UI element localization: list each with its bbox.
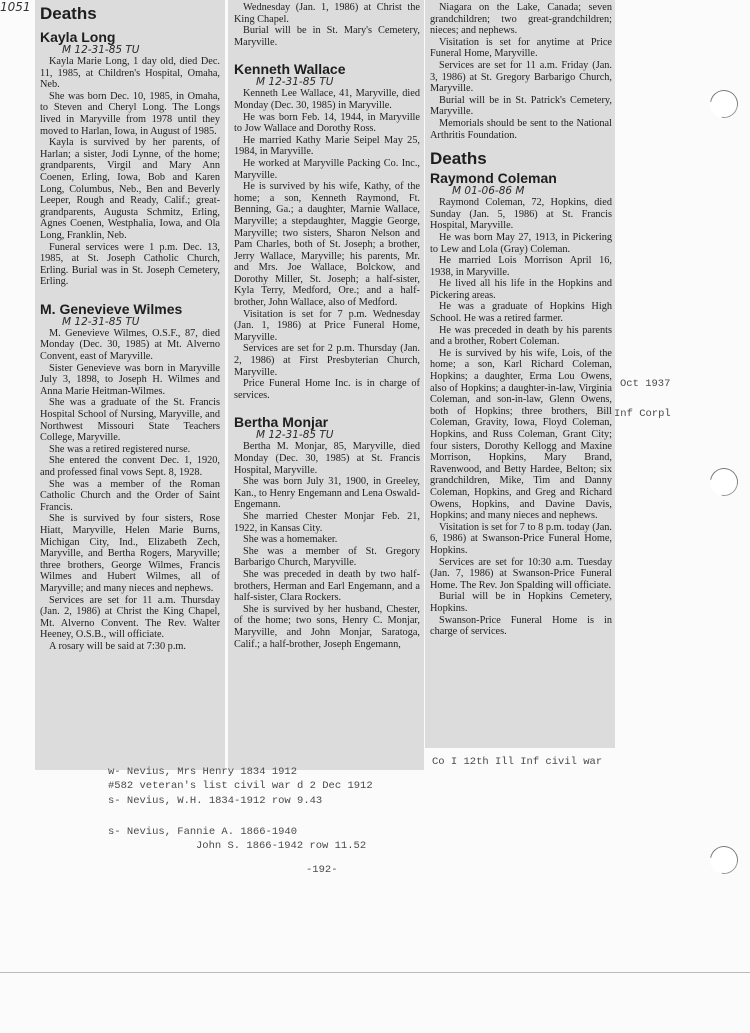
paragraph: Burial will be in Hopkins Cemetery, Hopkins. [430,591,612,614]
paragraph: She married Chester Monjar Feb. 21, 1922, in Kansas City. [234,510,420,534]
paragraph: Services are set for 11 a.m. Thursday (Jan. 2, 1986) at Christ the King Chapel, Mt. Alverno Convent. The Rev. Walter Heeney, O.S.B., will officiate. [40,594,220,641]
paragraph: He is survived by his wife, Lois, of the home; a son, Karl Richard Coleman, Hopkins; a daughter, Erma Lou Owens, also of Hopkins; a daughter-in-law, Virginia Coleman, and son-in-law, Glenn Owens, both of Hopkins; three brothers, Bill Coleman, Gravity, Iowa, Floyd Coleman, Hopkins, and Russ Coleman, Grant City; four sisters, Dorothy Kellogg and Maxine Morrison, Hopkins, Mary Brand, Ravenwood, and Betty Hardee, Belton; six grandchildren, Mike, Tim and Danny Coleman, Hopkins, and Greg and Richard Owens, Hopkins, and Davine Davis, Hopkins; and many nieces and nephews. [430,347,612,522]
paragraph: Visitation is set for 7 to 8 p.m. today (Jan. 6, 1986) at Swanson-Price Funeral Home, Hopkins. [430,521,612,556]
paragraph: Sister Genevieve was born in Maryville July 3, 1898, to Joseph H. Wilmes and Anna Marie Heitman-Wilmes. [40,362,220,397]
obituary-name-genevieve: M. Genevieve Wilmes [40,300,183,317]
paragraph: Kenneth Lee Wallace, 41, Maryville, died Monday (Dec. 30, 1985) in Maryville. [234,88,420,111]
typed-note-right-2: Inf Corpl [614,408,671,420]
obituary-name-raymond: Raymond Coleman [430,170,557,187]
paragraph: Bertha M. Monjar, 85, Maryville, died Monday (Dec. 30, 1985) at St. Francis Hospital, Maryville. [234,441,420,476]
handwritten-date: M 12-31-85 TU [62,44,140,56]
paragraph: She was born Dec. 10, 1985, in Omaha, to Steven and Cheryl Long. The Longs lived in Maryville from 1978 until they moved to Harlan, Iowa, in August of 1985. [40,90,220,137]
obituary-name-bertha: Bertha Monjar [234,414,329,431]
binder-hole [705,463,744,502]
page-edge [0,972,750,973]
paragraph: Wednesday (Jan. 1, 1986) at Christ the King Chapel. [234,2,420,25]
column-3 [430,2,612,638]
paragraph: Burial will be in St. Patrick's Cemetery, Maryville. [430,94,612,118]
paragraph: Kayla is survived by her parents, of Harlan; a sister, Jodi Lynne, of the home; grandparents, Virgil and Mary Ann Coenen, Erling, Iowa, Bob and Karen Long, Columbus, Neb., Ben and Beverly Leeper, Rough and Ready, Calif.; great-grandparents, Augusta Schmitz, Erling, Agnes Coenen, Westphalia, Iowa, and Ola Long, Franklin, Neb. [40,137,220,241]
paragraph: He lived all his life in the Hopkins and Pickering areas. [430,278,612,301]
paragraph: She was a homemaker. [243,534,338,546]
paragraph: Swanson-Price Funeral Home is in charge of services. [430,614,612,638]
typed-note-line-3: s- Nevius, W.H. 1834-1912 row 9.43 [108,795,323,807]
paragraph: She was a graduate of the St. Francis Hospital School of Nursing, Maryville, and Northwest Missouri State Teachers College, Maryville. [40,397,220,444]
typed-note-line-1: w- Nevius, Mrs Henry 1834 1912 [108,766,298,778]
paragraph: She entered the convent Dec. 1, 1920, and professed final vows Sept. 8, 1928. [40,455,220,478]
paragraph: Niagara on the Lake, Canada; seven grandchildren; two great-grandchildren; nieces; and nephews. [430,2,612,37]
typed-note-line-1b: Co I 12th Ill Inf civil war [432,756,603,768]
paragraph: She is survived by her husband, Chester, of the home; two sons, Henry C. Monjar, Maryville, and John Monjar, Saratoga, Calif.; a half-brother, Joseph Engemann, [234,603,420,650]
paragraph: Kayla Marie Long, 1 day old, died Dec. 11, 1985, at Children's Hospital, Omaha, Neb. [40,56,220,91]
paragraph: He married Lois Morrison April 16, 1938, in Maryville. [430,255,612,278]
obituary-name-kayla: Kayla Long [40,29,116,45]
paragraph: Price Funeral Home Inc. is in charge of services. [234,378,420,401]
obituary-body-genevieve [40,328,220,653]
paragraph: Services are set for 11 a.m. Friday (Jan. 3, 1986) at St. Gregory Barbarigo Church, Maryville. [430,59,612,95]
column-2 [234,2,420,650]
paragraph: Visitation is set for anytime at Price Funeral Home, Maryville. [430,36,612,60]
paragraph: Burial will be in St. Mary's Cemetery, Maryville. [234,25,420,48]
handwritten-date: M 12-31-85 TU [256,76,334,89]
paragraph: She was born July 31, 1900, in Greeley, Kan., to Henry Engemann and Lena Oswald-Engemann. [234,476,420,511]
paragraph: He was born Feb. 14, 1944, in Maryville to Jow Wallace and Dorothy Ross. [234,111,420,135]
page-number-mark: 1051 [0,0,31,14]
paragraph: She was preceded in death by two half-brothers, Herman and Earl Engemann, and a half-sister, Clara Rockers. [234,568,420,604]
handwritten-date: M 01-06-86 M [452,185,525,198]
handwritten-date: M 12-31-85 TU [62,315,140,328]
handwritten-date: M 12-31-85 TU [256,429,334,442]
paragraph: He is survived by his wife, Kathy, of the home; a son, Kenneth Raymond, Ft. Benning, Ga.; a daughter, Marnie Wallace, Maryville; a stepdaughter, Maggie George, Maryville; two sisters, Sharon Nelson and Pam Charles, both of St. Joseph; a brother, Jerry Wallace, Maryville; his parents, Mr. and Mrs. Joe Wallace, Bolckow, and Dorothy Miller, St. Joseph; a half-sister, Kyla Terry, Medford, Ore.; and a half-brother, John Wallace, also of Medford. [234,181,420,309]
paragraph: Services are set for 10:30 a.m. Tuesday (Jan. 7, 1986) at Swanson-Price Funeral Home. The Rev. Jon Spalding will officiate. [430,556,612,591]
paragraph: A rosary will be said at 7:30 p.m. [49,640,186,652]
paragraph: M. Genevieve Wilmes, O.S.F., 87, died Monday (Dec. 30, 1985) at Mt. Alverno Convent, east of Maryville. [40,327,220,363]
obituary-body-kayla [40,56,220,288]
obituary-name-kenneth: Kenneth Wallace [234,61,346,78]
typed-note-line-2: #582 veteran's list civil war d 2 Dec 1912 [108,780,373,792]
typed-note-right-1: Oct 1937 [620,378,671,390]
paragraph: She was a member of St. Gregory Barbarigo Church, Maryville. [234,545,420,569]
paragraph: He was born May 27, 1913, in Pickering to Lew and Lola (Gray) Coleman. [430,231,612,255]
binder-hole [705,85,744,124]
binder-hole [705,841,744,880]
deaths-header: Deaths [430,149,487,169]
deaths-header: Deaths [40,4,97,23]
obituary-body-kenneth [234,88,420,401]
paragraph: Visitation is set for 7 p.m. Wednesday (Jan. 1, 1986) at Price Funeral Home, Maryville. [234,308,420,343]
paragraph: Services are set for 2 p.m. Thursday (Jan. 2, 1986) at First Presbyterian Church, Maryville. [234,343,420,378]
paragraph: She is survived by four sisters, Rose Hiatt, Maryville, Helen Marie Burns, Michigan City, Ind., Elizabeth Zech, Maryville, and Bertha Rogers, Maryville; three brothers, George Wilmes, Francis Wilmes and Hubert Wilmes, all of Maryville; and many nieces and nephews. [40,513,220,594]
typed-note-line-5: John S. 1866-1942 row 11.52 [196,840,367,852]
paragraph: Funeral services were 1 p.m. Dec. 13, 1985, at St. Joseph Catholic Church, Erling. Burial was in St. Joseph Cemetery, Erling. [40,241,220,288]
typed-note-line-4: s- Nevius, Fannie A. 1866-1940 [108,826,298,838]
paragraph: He was preceded in death by his parents and a brother, Robert Coleman. [430,324,612,348]
paragraph: She was a retired registered nurse. [49,443,191,455]
paragraph: Memorials should be sent to the National Arthritis Foundation. [430,117,612,141]
paragraph: Raymond Coleman, 72, Hopkins, died Sunday (Jan. 5, 1986) at St. Francis Hospital, Maryville. [430,197,612,232]
paragraph: He worked at Maryville Packing Co. Inc., Maryville. [234,157,420,181]
obituary-body-bertha [234,441,420,650]
column-1 [40,4,220,653]
continued-text [430,2,612,141]
paragraph: He was a graduate of Hopkins High School. He was a retired farmer. [430,301,612,325]
obituary-body-raymond [430,197,612,638]
paragraph: She was a member of the Roman Catholic Church and the Order of Saint Francis. [40,478,220,513]
paragraph: He married Kathy Marie Seipel May 25, 1984, in Maryville. [234,134,420,158]
continued-text [234,2,420,48]
typed-note-line-6: -192- [306,864,338,876]
